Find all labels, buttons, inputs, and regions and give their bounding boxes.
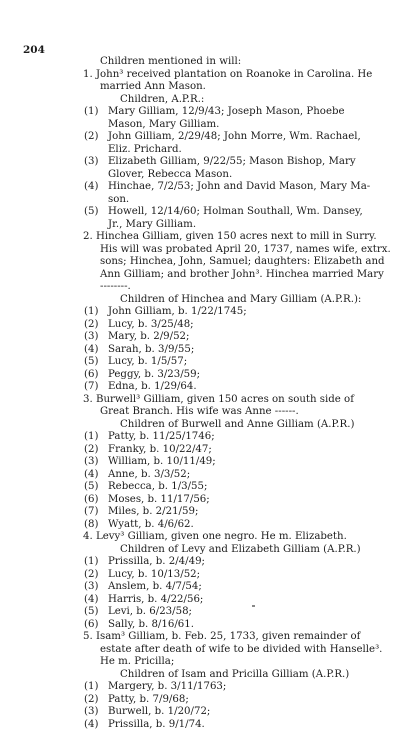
- line-text: Elizabeth Gilliam, 9/22/55; Mason Bishop, Mary: [108, 156, 356, 167]
- text-line: [0, 431, 404, 444]
- line-text: Patty, b. 7/9/68;: [108, 694, 189, 705]
- child-number: (4): [84, 594, 108, 607]
- child-number: (5): [84, 481, 108, 494]
- line-text: John Gilliam, b. 1/22/1745;: [108, 306, 247, 317]
- line-text: Edna, b. 1/29/64.: [108, 381, 197, 392]
- line-text: son.: [108, 194, 129, 205]
- line-text: Glover, Rebecca Mason.: [108, 169, 232, 180]
- text-line: [0, 406, 404, 419]
- line-text: His will was probated April 20, 1737, names wife, extrx.: [100, 244, 391, 255]
- text-line: [0, 119, 404, 132]
- text-line: [0, 294, 404, 307]
- text-line: [0, 619, 404, 632]
- line-text: Eliz. Prichard.: [108, 144, 182, 155]
- text-line: [0, 644, 404, 657]
- text-line: [0, 231, 404, 244]
- text-line: [0, 569, 404, 582]
- line-text: 5. Isam³ Gilliam, b. Feb. 25, 1733, given remainder of: [83, 631, 360, 642]
- text-line: [0, 594, 404, 607]
- text-line: [0, 581, 404, 594]
- document-body: [0, 56, 404, 731]
- text-line: [0, 531, 404, 544]
- line-text: Ann Gilliam; and brother John³. Hinchea married Mary: [100, 269, 384, 280]
- child-number: (4): [84, 344, 108, 357]
- text-line: [0, 81, 404, 94]
- line-text: Children, A.P.R.:: [120, 94, 204, 105]
- child-number: (6): [84, 619, 108, 632]
- text-line: [0, 106, 404, 119]
- text-line: [0, 219, 404, 232]
- line-text: Moses, b. 11/17/56;: [108, 494, 210, 505]
- text-line: [0, 669, 404, 682]
- text-line: [0, 369, 404, 382]
- line-text: William, b. 10/11/49;: [108, 456, 216, 467]
- child-number: (2): [84, 319, 108, 332]
- line-text: Children of Hinchea and Mary Gilliam (A.P.R.):: [120, 294, 361, 305]
- text-line: [0, 494, 404, 507]
- line-text: Prissilla, b. 9/1/74.: [108, 719, 205, 730]
- line-text: Margery, b. 3/11/1763;: [108, 681, 226, 692]
- text-line: [0, 144, 404, 157]
- text-line: [0, 556, 404, 569]
- text-line: [0, 631, 404, 644]
- text-line: [0, 394, 404, 407]
- line-text: Mary Gilliam, 12/9/43; Joseph Mason, Phoebe: [108, 106, 345, 117]
- child-number: (2): [84, 569, 108, 582]
- child-number: (6): [84, 369, 108, 382]
- text-line: [0, 194, 404, 207]
- page-number: 204: [23, 44, 45, 57]
- line-text: --------.: [100, 281, 131, 292]
- text-line: [0, 281, 404, 294]
- line-text: Anne, b. 3/3/52;: [108, 469, 190, 480]
- text-line: [0, 419, 404, 432]
- child-number: (3): [84, 581, 108, 594]
- child-number: (4): [84, 469, 108, 482]
- text-line: [0, 706, 404, 719]
- text-line: [0, 206, 404, 219]
- line-text: Levi, b. 6/23/58;: [108, 606, 192, 617]
- text-line: [0, 306, 404, 319]
- child-number: (4): [84, 181, 108, 194]
- text-line: [0, 156, 404, 169]
- line-text: Children mentioned in will:: [100, 56, 241, 67]
- text-line: [0, 94, 404, 107]
- line-text: Children of Burwell and Anne Gilliam (A.P.R.): [120, 419, 354, 430]
- line-text: Children of Isam and Pricilla Gilliam (A.P.R.): [120, 669, 349, 680]
- child-number: (3): [84, 706, 108, 719]
- text-line: [0, 381, 404, 394]
- line-text: He m. Pricilla;: [100, 656, 174, 667]
- text-line: [0, 181, 404, 194]
- child-number: (8): [84, 519, 108, 532]
- text-line: [0, 131, 404, 144]
- line-text: Children of Levy and Elizabeth Gilliam (A.P.R.): [120, 544, 361, 555]
- text-line: [0, 469, 404, 482]
- line-text: Patty, b. 11/25/1746;: [108, 431, 215, 442]
- line-text: estate after death of wife to be divided with Hanselle³.: [100, 644, 382, 655]
- child-number: (1): [84, 306, 108, 319]
- text-line: [0, 244, 404, 257]
- line-text: Mary, b. 2/9/52;: [108, 331, 189, 342]
- line-text: married Ann Mason.: [100, 81, 206, 92]
- line-text: Franky, b. 10/22/47;: [108, 444, 212, 455]
- text-line: [0, 356, 404, 369]
- line-text: Howell, 12/14/60; Holman Southall, Wm. Dansey,: [108, 206, 363, 217]
- text-line: [0, 344, 404, 357]
- line-text: Jr., Mary Gilliam.: [108, 219, 196, 230]
- line-text: 2. Hinchea Gilliam, given 150 acres next to mill in Surry.: [83, 231, 377, 242]
- child-number: (5): [84, 606, 108, 619]
- text-line: [0, 506, 404, 519]
- text-line: [0, 719, 404, 731]
- child-number: (1): [84, 556, 108, 569]
- child-number: (1): [84, 431, 108, 444]
- line-text: Sally, b. 8/16/61.: [108, 619, 194, 630]
- line-text: Rebecca, b. 1/3/55;: [108, 481, 207, 492]
- text-line: [0, 319, 404, 332]
- text-line: [0, 256, 404, 269]
- text-line: [0, 456, 404, 469]
- child-number: (3): [84, 156, 108, 169]
- text-line: [0, 519, 404, 532]
- child-number: (6): [84, 494, 108, 507]
- child-number: (4): [84, 719, 108, 731]
- child-number: (2): [84, 444, 108, 457]
- text-line: [0, 444, 404, 457]
- line-text: 1. John³ received plantation on Roanoke in Carolina. He: [83, 69, 372, 80]
- text-line: [0, 544, 404, 557]
- line-text: Hinchae, 7/2/53; John and David Mason, Mary Ma-: [108, 181, 370, 192]
- line-text: Sarah, b. 3/9/55;: [108, 344, 194, 355]
- line-text: Wyatt, b. 4/6/62.: [108, 519, 194, 530]
- line-text: sons; Hinchea, John, Samuel; daughters: Elizabeth and: [100, 256, 385, 267]
- child-number: (7): [84, 506, 108, 519]
- line-text: Great Branch. His wife was Anne ------.: [100, 406, 299, 417]
- line-text: Lucy, b. 3/25/48;: [108, 319, 194, 330]
- line-text: Harris, b. 4/22/56;: [108, 594, 203, 605]
- line-text: Burwell, b. 1/20/72;: [108, 706, 210, 717]
- text-line: [0, 331, 404, 344]
- line-text: Peggy, b. 3/23/59;: [108, 369, 200, 380]
- line-text: Lucy, b. 1/5/57;: [108, 356, 187, 367]
- text-line: [0, 481, 404, 494]
- line-text: Miles, b. 2/21/59;: [108, 506, 198, 517]
- text-line: [0, 681, 404, 694]
- text-line: [0, 694, 404, 707]
- child-number: (3): [84, 331, 108, 344]
- ink-mark: [252, 605, 255, 607]
- text-line: [0, 656, 404, 669]
- line-text: Anslem, b. 4/7/54;: [108, 581, 202, 592]
- child-number: (5): [84, 356, 108, 369]
- text-line: [0, 56, 404, 69]
- child-number: (5): [84, 206, 108, 219]
- line-text: 3. Burwell³ Gilliam, given 150 acres on south side of: [83, 394, 354, 405]
- child-number: (2): [84, 694, 108, 707]
- child-number: (3): [84, 456, 108, 469]
- text-line: [0, 169, 404, 182]
- line-text: 4. Levy³ Gilliam, given one negro. He m. Elizabeth.: [83, 531, 347, 542]
- child-number: (1): [84, 681, 108, 694]
- line-text: Prissilla, b. 2/4/49;: [108, 556, 205, 567]
- child-number: (1): [84, 106, 108, 119]
- line-text: Lucy, b. 10/13/52;: [108, 569, 200, 580]
- text-line: [0, 69, 404, 82]
- text-line: [0, 269, 404, 282]
- text-line: [0, 606, 404, 619]
- child-number: (7): [84, 381, 108, 394]
- line-text: John Gilliam, 2/29/48; John Morre, Wm. Rachael,: [108, 131, 361, 142]
- child-number: (2): [84, 131, 108, 144]
- line-text: Mason, Mary Gilliam.: [108, 119, 219, 130]
